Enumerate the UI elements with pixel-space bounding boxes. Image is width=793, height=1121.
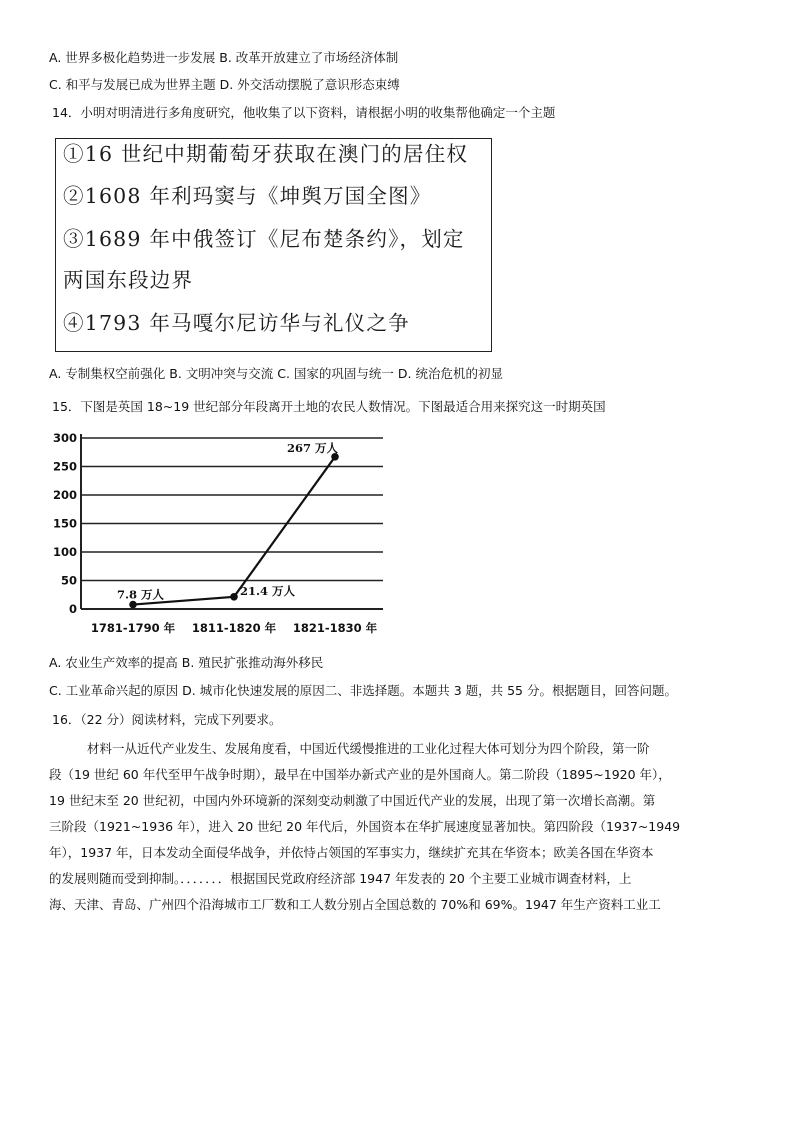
y-tick-label: 200 <box>52 488 77 502</box>
data-label: 21.4 万人 <box>240 583 296 598</box>
x-tick-label: 1781-1790 年 <box>90 621 176 635</box>
q13-options-line2: C. 和平与发展已成为世界主题 D. 外交活动摆脱了意识形态束缚 <box>49 77 400 92</box>
series-line <box>133 457 335 605</box>
data-label: 7.8 万人 <box>117 587 165 602</box>
q16-line-2: 段（19 世纪 60 年代至甲午战争时期），最早在中国举办新式产业的是外国商人。第二阶段（1895~1920 年）， <box>49 767 671 782</box>
q15-line-chart <box>51 426 391 640</box>
data-label: 267 万人 <box>287 440 339 455</box>
q16-line-4: 三阶段（1921~1936 年），进入 20 世纪 20 年代后，外国资本在华扩展速度显著加快。第四阶段（1937~1949 <box>49 819 681 834</box>
y-tick-label: 300 <box>52 431 77 445</box>
q16-line-3: 19 世纪末至 20 世纪初，中国内外环境新的深刻变动刺激了中国近代产业的发展，出现了第一次增长高潮。第 <box>49 793 656 808</box>
x-tick-label: 1811-1820 年 <box>191 621 277 635</box>
q14-stem: 14．小明对明清进行多角度研究，他收集了以下资料，请根据小明的收集帮他确定一个主题 <box>52 105 556 120</box>
x-tick-label: 1821-1830 年 <box>292 621 378 635</box>
q16-stem: 16．（22 分）阅读材料，完成下列要求。 <box>52 712 282 727</box>
data-point <box>129 601 137 609</box>
q14-material-4: ④1793 年马嘎尔尼访华与礼仪之争 <box>63 311 410 335</box>
q16-line-1: 材料一从近代产业发生、发展角度看，中国近代缓慢推进的工业化过程大体可划分为四个阶段，第一阶 <box>87 741 650 756</box>
y-tick-label: 150 <box>52 516 77 531</box>
q14-options: A. 专制集权空前强化 B. 文明冲突与交流 C. 国家的巩固与统一 D. 统治危机的初显 <box>49 366 503 381</box>
q14-material-box <box>55 138 492 352</box>
q15-options-line1: A. 农业生产效率的提高 B. 殖民扩张推动海外移民 <box>49 655 324 670</box>
q14-material-2: ②1608 年利玛窦与《坤舆万国全图》 <box>63 184 432 208</box>
chart-svg <box>51 426 391 640</box>
q13-options-line1: A. 世界多极化趋势进一步发展 B. 改革开放建立了市场经济体制 <box>49 50 399 65</box>
q14-material-1: ①16 世纪中期葡萄牙获取在澳门的居住权 <box>63 142 469 166</box>
data-point <box>230 593 238 601</box>
y-tick-label: 50 <box>60 573 77 588</box>
q16-line-7: 海、天津、青岛、广州四个沿海城市工厂数和工人数分别占全国总数的 70%和 69%。1947 年生产资料工业工 <box>49 897 661 912</box>
q15-stem: 15．下图是英国 18~19 世纪部分年段离开土地的农民人数情况。下图最适合用来探究这一时期英国 <box>52 399 606 414</box>
y-tick-label: 0 <box>68 602 77 616</box>
q16-line-6: 的发展则随而受到抑制。．．．．．．．根据国民党政府经济部 1947 年发表的 20 个主要工业城市调查材料，上 <box>49 871 632 886</box>
q16-line-5: 年），1937 年，日本发动全面侵华战争，并依恃占领国的军事实力，继续扩充其在华资本；欧美各国在华资本 <box>49 845 654 860</box>
q16-material <box>49 736 739 918</box>
q14-material-3-cont: 两国东段边界 <box>63 268 194 292</box>
y-tick-label: 100 <box>52 545 77 559</box>
q15-options-line2: C. 工业革命兴起的原因 D. 城市化快速发展的原因二、非选择题。本题共 3 题，共 55 分。根据题目，回答问题。 <box>49 683 677 698</box>
q14-material-3: ③1689 年中俄签订《尼布楚条约》，划定 <box>63 227 465 251</box>
y-tick-label: 250 <box>52 459 77 474</box>
